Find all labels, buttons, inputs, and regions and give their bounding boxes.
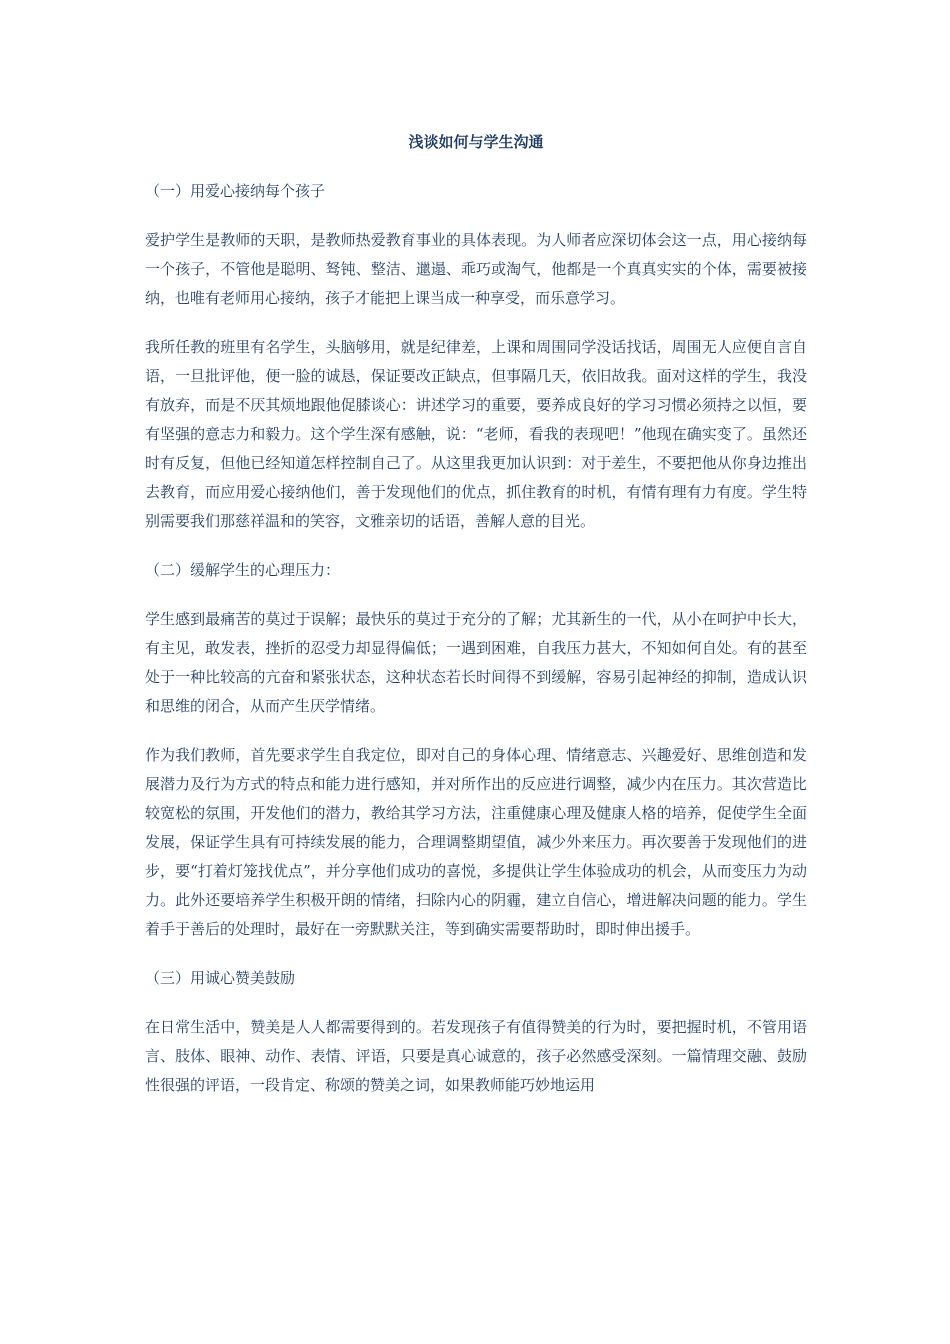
section-3 (145, 964, 807, 1100)
paragraph: 爱护学生是教师的天职，是教师热爱教育事业的具体表现。为人师者应深切体会这一点，用心接纳每一个孩子，不管他是聪明、驽钝、整洁、邋遢、乖巧或淘气，他都是一个真真实实的个体，需要被接纳，也唯有老师用心接纳，孩子才能把上课当成一种享受，而乐意学习。 (145, 231, 807, 307)
section-heading: （三）用诚心赞美鼓励 (145, 969, 296, 987)
paragraph: 学生感到最痛苦的莫过于误解；最快乐的莫过于充分的了解；尤其新生的一代，从小在呵护中长大，有主见，敢发表，挫折的忍受力却显得偏低；一遇到困难，自我压力甚大，不知如何自处。有的甚至处于一种比较高的亢奋和紧张状态，这种状态若长时间得不到缓解，容易引起神经的抑制，造成认识和思维的闭合，从而产生厌学情绪。 (145, 610, 807, 715)
paragraph: 我所任教的班里有名学生，头脑够用，就是纪律差，上课和周围同学没话找话，周围无人应便自言自语，一旦批评他，便一脸的诚恳，保证要改正缺点，但事隔几天，依旧故我。面对这样的学生，我没有放弃，而是不厌其烦地跟他促膝谈心：讲述学习的重要，要养成良好的学习习惯必须持之以恒，要有坚强的意志力和毅力。这个学生深有感触，说：“老师，看我的表现吧！”他现在确实变了。虽然还时有反复，但他已经知道怎样控制自己了。从这里我更加认识到：对于差生，不要把他从你身边推出去教育，而应用爱心接纳他们，善于发现他们的优点，抓住教育的时机，有情有理有力有度。学生特别需要我们那慈祥温和的笑容，文雅亲切的话语，善解人意的目光。 (145, 338, 807, 530)
document-body (145, 128, 807, 1120)
section-heading: （一）用爱心接纳每个孩子 (145, 182, 326, 200)
section-heading: （二）缓解学生的心理压力： (145, 561, 341, 579)
paragraph: 作为我们教师，首先要求学生自我定位，即对自己的身体心理、情绪意志、兴趣爱好、思维创造和发展潜力及行为方式的特点和能力进行感知，并对所作出的反应进行调整，减少内在压力。其次营造比较宽松的氛围，开发他们的潜力，教给其学习方法，注重健康心理及健康人格的培养，促使学生全面发展，保证学生具有可持续发展的能力，合理调整期望值，减少外来压力。再次要善于发现他们的进步，要“打着灯笼找优点”，并分享他们成功的喜悦，多提供让学生体验成功的机会，从而变压力为动力。此外还要培养学生积极开朗的情绪，扫除内心的阴霾，建立自信心，增进解决问题的能力。学生着手于善后的处理时，最好在一旁默默关注，等到确实需要帮助时，即时伸出援手。 (145, 746, 807, 938)
section-2 (145, 556, 807, 944)
paragraph: 在日常生活中，赞美是人人都需要得到的。若发现孩子有值得赞美的行为时，要把握时机，不管用语言、肢体、眼神、动作、表情、评语，只要是真心诚意的，孩子必然感受深刻。一篇情理交融、鼓励性很强的评语，一段肯定、称颂的赞美之词，如果教师能巧妙地运用 (145, 1018, 807, 1094)
section-1 (145, 177, 807, 536)
document-title: 浅谈如何与学生沟通 (408, 133, 544, 151)
